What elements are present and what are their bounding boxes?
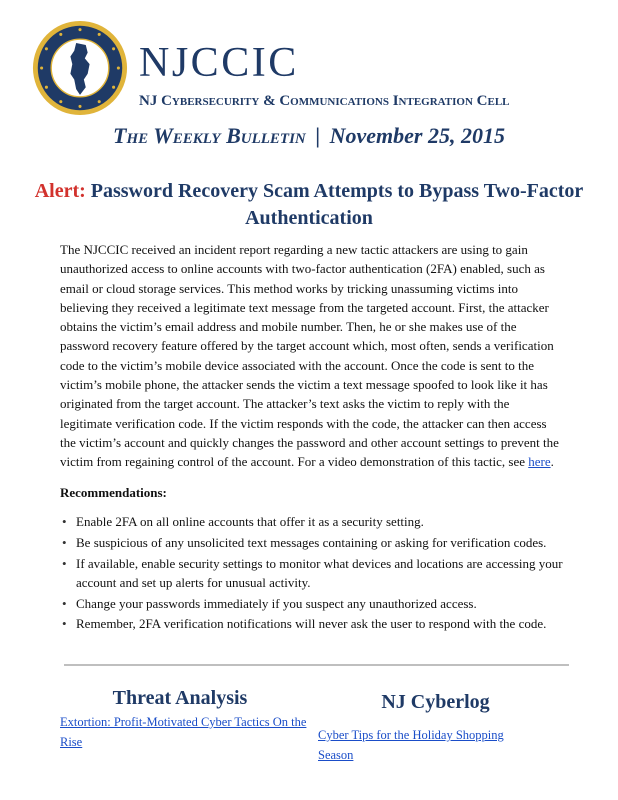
recommendation-text: If available, enable security settings to monitor what devices and locations are accessing your account and set up alerts for unusual activity. [76, 555, 563, 590]
threat-analysis-title: Threat Analysis [112, 687, 248, 709]
list-item [60, 554, 573, 593]
recommendation-text: Enable 2FA on all online accounts that offer it as a security setting. [76, 514, 424, 529]
alert-body-text: The NJCCIC received an incident report regarding a new tactic attackers are using to gain unauthorized access to online accounts with two-factor authentication (2FA) enabled, such as email or cloud storage services. This method works by tricking unassuming victims into believing they received a legitimate text message from the targeted account. First, the attacker obtains the victim’s email address and mobile number. Then, he or she makes use of the password recovery feature offered by the target account which, most often, sends a verification code to the victim’s mobile device associated with the account. Once the code is sent to the victim’s mobile phone, the attacker sends the victim a text message spoofed to look like it has originated from the target account. The attacker’s text asks the victim to reply with the legitimate verification code. If the victim responds with the code, the attacker can then access the victim’s account and quickly changes the password and other account settings to prevent the victim from regaining control of the account. For a video demonstration of this tactic, see [60, 242, 559, 470]
recommendation-text: Remember, 2FA verification notifications will never ask the user to respond with the code. [76, 616, 547, 632]
bullet-icon: • [62, 595, 67, 611]
recommendation-text: Change your passwords immediately if you suspect any unauthorized access. [76, 595, 477, 611]
cyberlog-link[interactable]: Cyber Tips for the Holiday Shopping Season [318, 728, 504, 762]
alert-title: Password Recovery Scam Attempts to Bypass Two-Factor Authentication [90, 180, 584, 229]
org-full-name: NJ Cybersecurity & Communications Integration Cell [139, 93, 510, 109]
bullet-icon: • [62, 534, 67, 550]
cyberlog-section [318, 690, 508, 765]
section-divider [64, 664, 569, 666]
bulletin-separator: | [315, 123, 321, 148]
bulletin-header [0, 124, 618, 148]
list-item [60, 594, 573, 613]
alert-tag: Alert: [34, 180, 86, 202]
cyberlog-title: NJ Cyberlog [381, 691, 490, 713]
recommendation-text: Be suspicious of any unsolicited text messages containing or asking for verification codes. [76, 534, 547, 550]
bullet-icon: • [62, 514, 67, 529]
alert-body [60, 240, 563, 472]
alert-heading [30, 178, 588, 232]
list-item [60, 614, 573, 633]
recommendations-list [60, 512, 573, 635]
bullet-icon: • [62, 616, 67, 632]
bulletin-title: The Weekly Bulletin [113, 123, 306, 148]
threat-analysis-link[interactable]: Extortion: Profit-Motivated Cyber Tactics On the Rise [60, 715, 307, 749]
org-acronym: NJCCIC [139, 40, 299, 86]
list-item [60, 512, 573, 531]
recommendations-heading: Recommendations: [60, 485, 167, 500]
alert-body-end: . [550, 454, 554, 470]
video-demo-link[interactable]: here [528, 454, 551, 470]
list-item [60, 533, 573, 552]
bullet-icon: • [62, 555, 67, 571]
bulletin-date: November 25, 2015 [329, 123, 505, 148]
threat-analysis-section [60, 686, 310, 752]
njccic-seal-icon [32, 20, 128, 116]
